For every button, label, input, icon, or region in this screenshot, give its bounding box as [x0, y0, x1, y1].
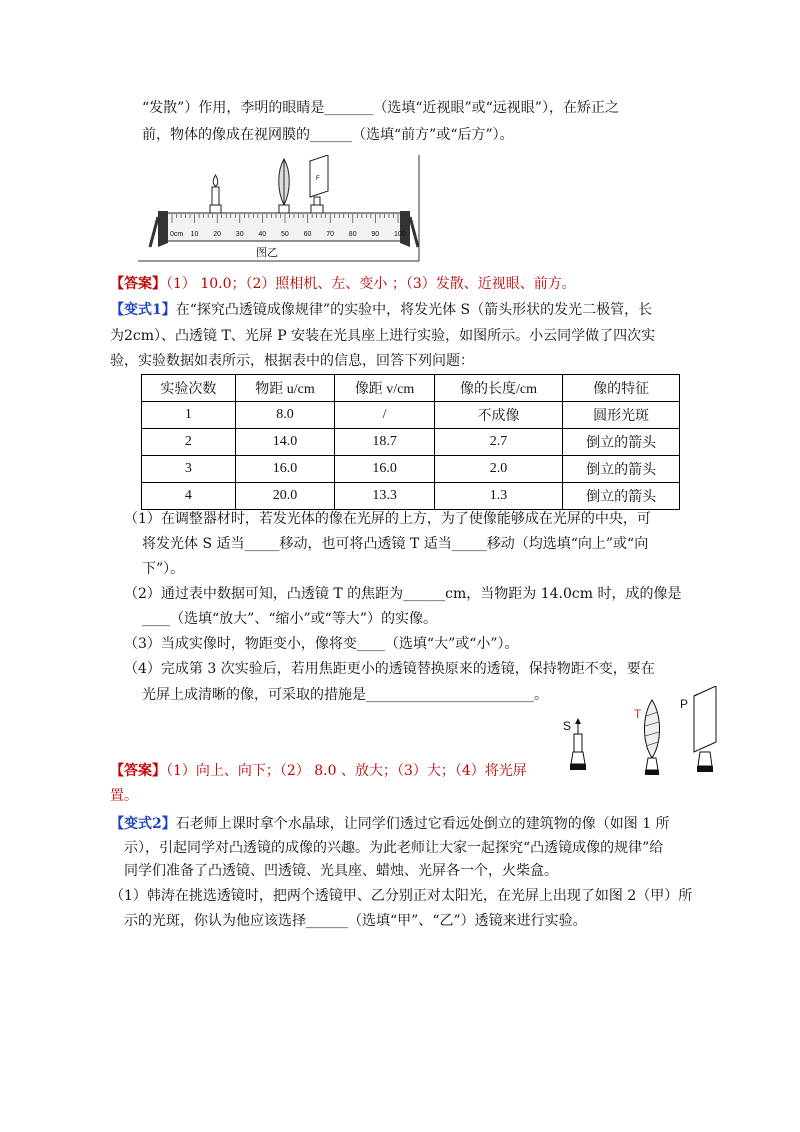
table-row [142, 429, 680, 456]
table-row [142, 402, 680, 429]
answer-tag: 【答案】 [110, 276, 166, 292]
table-header: 实验次数 [142, 375, 236, 402]
table-cell: 3 [142, 456, 236, 483]
label-s: S [563, 719, 572, 733]
variant-2-text-1: 石老师上课时拿个水晶球，让同学们透过它看远处倒立的建筑物的像（如图 1 所 [175, 816, 670, 832]
label-t: T [634, 707, 642, 721]
ruler-label: 40 [258, 231, 267, 238]
table-cell: / [335, 402, 435, 429]
table-row [142, 456, 680, 483]
table-cell: 18.7 [335, 429, 435, 456]
optical-bench-figure [138, 155, 420, 262]
table-cell: 16.0 [235, 456, 335, 483]
variant-2-line-1 [110, 815, 670, 833]
answer-2-continuation: 置。 [110, 788, 138, 804]
table-cell: 8.0 [235, 402, 335, 429]
figure-caption: 图乙 [256, 247, 278, 259]
table-cell: 倒立的箭头 [563, 456, 680, 483]
table-header: 物距 u/cm [235, 375, 335, 402]
variant-2-question-1-line-1: （1）韩涛在挑选透镜时，把两个透镜甲、乙分别正对太阳光，在光屏上出现了如图 2（甲）所 [110, 888, 693, 904]
answer-2 [110, 762, 527, 780]
table-cell: 2.0 [434, 456, 562, 483]
question-2-line-1: （2）通过表中数据可知，凸透镜 T 的焦距为______cm，当物距为 14.0cm 时，成的像是 [124, 586, 682, 602]
question-2-line-2: ____（选填“放大”、“缩小”或“等大”）的实像。 [142, 611, 437, 627]
ruler-label: 10 [190, 231, 199, 238]
table-cell: 4 [142, 483, 236, 510]
table-cell: 1.3 [434, 483, 562, 510]
question-1-line-2: 将发光体 S 适当_____移动，也可将凸透镜 T 适当_____移动（均选填“向上”或“向 [142, 536, 649, 552]
svg-text:F: F [316, 176, 320, 182]
answer-tag: 【答案】 [110, 763, 166, 779]
variant-1-line-3: 验，实验数据如表所示，根据表中的信息，回答下列问题： [110, 353, 474, 369]
table-header: 像的长度/cm [434, 375, 562, 402]
table-cell: 14.0 [235, 429, 335, 456]
question-1-line-3: 下”）。 [142, 561, 185, 577]
table-cell: 20.0 [235, 483, 335, 510]
table-header: 像的特征 [563, 375, 680, 402]
variant-1-line-1 [110, 301, 652, 319]
table-cell: 1 [142, 402, 236, 429]
ruler-label: 60 [303, 231, 312, 238]
table-cell: 不成像 [434, 402, 562, 429]
table-row [142, 483, 680, 510]
variant-1-line-2: 为2cm）、凸透镜 T、光屏 P 安装在光具座上进行实验，如图所示。小云同学做了四次实 [110, 328, 656, 344]
table-cell: 倒立的箭头 [563, 429, 680, 456]
table-cell: 圆形光斑 [563, 402, 680, 429]
ruler-label: 0cm [170, 231, 184, 238]
source-lens-screen-figure [556, 686, 722, 778]
table-cell: 倒立的箭头 [563, 483, 680, 510]
variant-2-question-1-line-2: 示的光斑，你认为他应该选择______（选填“甲”、“乙”）透镜来进行实验。 [124, 913, 587, 929]
ruler-label: 50 [281, 231, 289, 238]
table-cell: 2.7 [434, 429, 562, 456]
answer-1-text: （1） 10.0；（2）照相机、左、变小 ；（3）发散、近视眼、前方。 [166, 276, 576, 292]
question-1-line-1: （1）在调整器材时，若发光体的像在光屏的上方，为了使像能够成在光屏的中央，可 [124, 511, 651, 527]
intro-line-1: “发散”）作用，李明的眼睛是_______（选填“近视眼”或“远视眼”），在矫正之 [142, 100, 619, 116]
question-4-line-1: （4）完成第 3 次实验后，若用焦距更小的透镜替换原来的透镜，保持物距不变，要在 [124, 661, 655, 677]
ruler-label: 20 [213, 231, 221, 238]
table-header: 像距 v/cm [335, 375, 435, 402]
variant-2-line-2: 示），引起同学对凸透镜的成像的兴趣。为此老师让大家一起探究“凸透镜成像的规律”给 [124, 840, 664, 856]
question-3: （3）当成实像时，物距变小，像将变____（选填“大”或“小”）。 [124, 636, 519, 652]
label-p: P [680, 697, 689, 711]
ruler-label: 80 [348, 231, 357, 238]
ruler-label: 30 [235, 231, 244, 238]
table-cell: 16.0 [335, 456, 435, 483]
experiment-table [141, 374, 680, 510]
intro-line-2: 前，物体的像成在视网膜的______（选填“前方”或“后方”）。 [142, 127, 514, 143]
table-cell: 13.3 [335, 483, 435, 510]
question-4-line-2: 光屏上成清晰的像，可采取的措施是________________________。 [142, 687, 548, 703]
variant-1-tag: 【变式1】 [110, 302, 176, 318]
variant-2-tag: 【变式2】 [110, 816, 176, 832]
ruler-label: 70 [326, 231, 334, 238]
ruler-label: 100 [394, 231, 406, 238]
ruler-label: 90 [371, 231, 380, 238]
answer-2-text: （1）向上、向下；（2） 8.0 、放大；（3）大；（4）将光屏 [166, 763, 527, 779]
answer-1 [110, 275, 576, 293]
table-cell: 2 [142, 429, 236, 456]
table-header-row [142, 375, 680, 402]
variant-1-text-1: 在“探究凸透镜成像规律”的实验中，将发光体 S（箭头形状的发光二极管，长 [175, 302, 653, 318]
variant-2-line-3: 同学们准备了凸透镜、凹透镜、光具座、蜡烛、光屏各一个，火柴盒。 [124, 863, 558, 879]
